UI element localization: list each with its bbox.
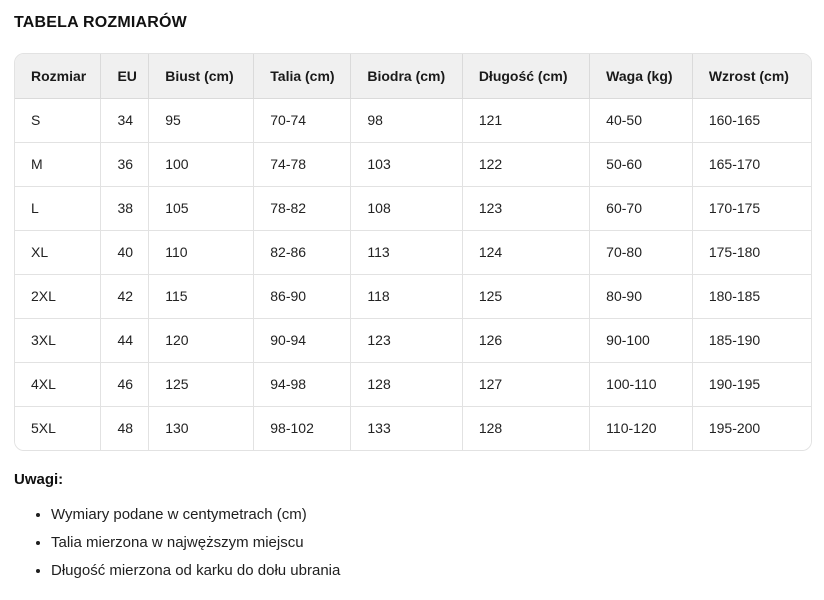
cell-talia: 90-94 (254, 318, 351, 362)
cell-eu: 34 (101, 98, 149, 142)
column-header-talia: Talia (cm) (254, 54, 351, 98)
cell-wzrost: 175-180 (692, 230, 811, 274)
cell-biust: 130 (149, 406, 254, 450)
cell-waga: 100-110 (590, 362, 693, 406)
cell-talia: 94-98 (254, 362, 351, 406)
cell-talia: 70-74 (254, 98, 351, 142)
cell-dlugosc: 123 (462, 186, 589, 230)
cell-wzrost: 170-175 (692, 186, 811, 230)
notes-section (14, 471, 812, 585)
cell-rozmiar: 5XL (15, 406, 101, 450)
cell-biust: 100 (149, 142, 254, 186)
cell-dlugosc: 126 (462, 318, 589, 362)
cell-biodra: 128 (351, 362, 462, 406)
notes-list (14, 501, 812, 585)
cell-eu: 40 (101, 230, 149, 274)
cell-wzrost: 190-195 (692, 362, 811, 406)
cell-rozmiar: M (15, 142, 101, 186)
column-header-dlugosc: Długość (cm) (462, 54, 589, 98)
cell-talia: 86-90 (254, 274, 351, 318)
table-row (15, 98, 811, 142)
cell-biust: 110 (149, 230, 254, 274)
cell-rozmiar: XL (15, 230, 101, 274)
table-row (15, 274, 811, 318)
cell-waga: 110-120 (590, 406, 693, 450)
cell-wzrost: 160-165 (692, 98, 811, 142)
cell-biodra: 98 (351, 98, 462, 142)
cell-waga: 40-50 (590, 98, 693, 142)
column-header-eu: EU (101, 54, 149, 98)
cell-wzrost: 165-170 (692, 142, 811, 186)
notes-heading: Uwagi: (14, 471, 64, 488)
size-table (15, 54, 811, 450)
cell-waga: 50-60 (590, 142, 693, 186)
table-row (15, 406, 811, 450)
cell-talia: 78-82 (254, 186, 351, 230)
table-row (15, 186, 811, 230)
cell-dlugosc: 122 (462, 142, 589, 186)
cell-biodra: 108 (351, 186, 462, 230)
cell-dlugosc: 125 (462, 274, 589, 318)
column-header-waga: Waga (kg) (590, 54, 693, 98)
cell-dlugosc: 124 (462, 230, 589, 274)
cell-wzrost: 180-185 (692, 274, 811, 318)
cell-dlugosc: 127 (462, 362, 589, 406)
cell-eu: 46 (101, 362, 149, 406)
note-item: • Długość mierzona od karku do dołu ubrania (51, 557, 812, 585)
cell-rozmiar: S (15, 98, 101, 142)
column-header-wzrost: Wzrost (cm) (692, 54, 811, 98)
cell-eu: 42 (101, 274, 149, 318)
cell-rozmiar: 4XL (15, 362, 101, 406)
cell-wzrost: 195-200 (692, 406, 811, 450)
cell-biust: 120 (149, 318, 254, 362)
table-row (15, 362, 811, 406)
cell-rozmiar: L (15, 186, 101, 230)
cell-talia: 74-78 (254, 142, 351, 186)
column-header-biust: Biust (cm) (149, 54, 254, 98)
cell-biodra: 118 (351, 274, 462, 318)
page-title: TABELA ROZMIARÓW (14, 14, 187, 31)
cell-eu: 44 (101, 318, 149, 362)
cell-biust: 125 (149, 362, 254, 406)
cell-biodra: 113 (351, 230, 462, 274)
cell-waga: 70-80 (590, 230, 693, 274)
cell-eu: 38 (101, 186, 149, 230)
cell-eu: 48 (101, 406, 149, 450)
table-header-row (15, 54, 811, 98)
cell-talia: 98-102 (254, 406, 351, 450)
column-header-biodra: Biodra (cm) (351, 54, 462, 98)
table-body (15, 98, 811, 450)
cell-dlugosc: 128 (462, 406, 589, 450)
cell-biodra: 123 (351, 318, 462, 362)
cell-wzrost: 185-190 (692, 318, 811, 362)
table-row (15, 142, 811, 186)
column-header-rozmiar: Rozmiar (15, 54, 101, 98)
cell-biust: 105 (149, 186, 254, 230)
cell-rozmiar: 3XL (15, 318, 101, 362)
cell-biodra: 133 (351, 406, 462, 450)
cell-waga: 90-100 (590, 318, 693, 362)
cell-eu: 36 (101, 142, 149, 186)
cell-waga: 80-90 (590, 274, 693, 318)
cell-rozmiar: 2XL (15, 274, 101, 318)
note-item: • Wymiary podane w centymetrach (cm) (51, 501, 812, 529)
cell-talia: 82-86 (254, 230, 351, 274)
table-row (15, 230, 811, 274)
note-item: • Talia mierzona w najwęższym miejscu (51, 529, 812, 557)
size-table-container (14, 53, 812, 451)
cell-biust: 95 (149, 98, 254, 142)
cell-biodra: 103 (351, 142, 462, 186)
cell-waga: 60-70 (590, 186, 693, 230)
cell-biust: 115 (149, 274, 254, 318)
cell-dlugosc: 121 (462, 98, 589, 142)
table-row (15, 318, 811, 362)
